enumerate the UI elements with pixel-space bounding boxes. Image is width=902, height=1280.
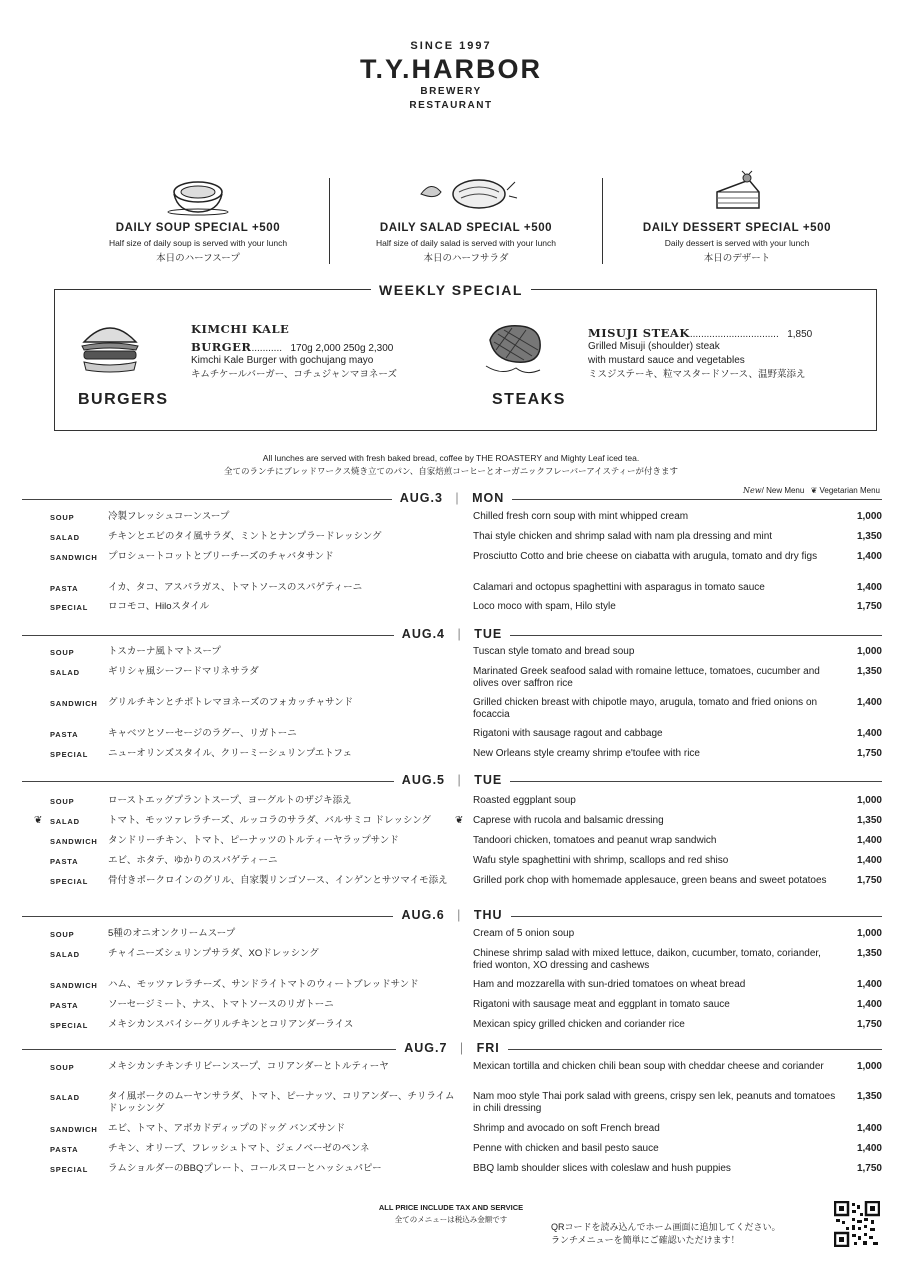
day-date: AUG.4 bbox=[398, 627, 449, 641]
menu-price: 1,400 bbox=[856, 835, 882, 846]
steak-dots: ................................ bbox=[689, 329, 779, 340]
menu-price: 1,750 bbox=[856, 1163, 882, 1174]
day-label bbox=[22, 773, 882, 787]
day-header bbox=[22, 1043, 882, 1055]
menu-category: SPECIAL bbox=[50, 1165, 89, 1174]
daily-title: DAILY DESSERT SPECIAL +500 bbox=[642, 222, 832, 234]
menu-category: PASTA bbox=[50, 584, 79, 593]
daily-soup-special bbox=[68, 168, 328, 264]
menu-category: SOUP bbox=[50, 797, 75, 806]
menu-category: SPECIAL bbox=[50, 603, 89, 612]
daily-jp: 本日のハーフサラダ bbox=[423, 253, 509, 264]
menu-item-jp: チキン、オリーブ、フレッシュトマト、ジェノベーゼのペンネ bbox=[108, 1143, 370, 1154]
menu-price: 1,000 bbox=[856, 511, 882, 522]
menu-category: PASTA bbox=[50, 730, 79, 739]
daily-desc: Half size of daily soup is served with your lunch bbox=[108, 238, 288, 248]
menu-category: SALAD bbox=[50, 950, 80, 959]
tax-note: ALL PRICE INCLUDE TAX AND SERVICE bbox=[378, 1203, 524, 1212]
qr-code[interactable] bbox=[834, 1201, 880, 1247]
burger-desc: Kimchi Kale Burger with gochujang mayo bbox=[191, 355, 374, 366]
menu-item-jp: エビ、ホタテ、ゆかりのスパゲティーニ bbox=[108, 855, 278, 866]
menu-category: SOUP bbox=[50, 1063, 75, 1072]
weekly-special-box bbox=[54, 289, 877, 431]
menu-item-en: BBQ lamb shoulder slices with coleslaw and hush puppies bbox=[473, 1163, 731, 1174]
day-of-week: FRI bbox=[473, 1041, 504, 1055]
menu-category: SANDWICH bbox=[50, 1125, 98, 1134]
menu-item-en: Calamari and octopus spaghettini with asparagus in tomato sauce bbox=[473, 582, 765, 593]
qr-note-line1: QRコードを読み込んでホーム画面に追加してください。 bbox=[551, 1222, 781, 1232]
menu-price: 1,400 bbox=[856, 697, 882, 708]
steak-desc1: Grilled Misuji (shoulder) steak bbox=[588, 341, 720, 352]
menu-item-jp: ロコモコ、Hiloスタイル bbox=[108, 601, 210, 612]
menu-category: SPECIAL bbox=[50, 877, 89, 886]
menu-item-jp: ラムショルダーのBBQプレート、コールスローとハッシュパピー bbox=[108, 1163, 382, 1174]
menu-item-en: Grilled chicken breast with chipotle mayo, arugula, tomato and fried onions on focaccia bbox=[473, 697, 818, 720]
menu-item-jp: 5種のオニオンクリームスープ bbox=[108, 928, 236, 939]
menu-item-en: Penne with chicken and basil pesto sauce bbox=[473, 1143, 659, 1154]
menu-item-en: Rigatoni with sausage meat and eggplant in tomato sauce bbox=[473, 999, 730, 1010]
weekly-special-title: WEEKLY SPECIAL bbox=[0, 282, 902, 300]
soup-bowl-icon bbox=[68, 168, 328, 218]
daily-desc: Half size of daily salad is served with your lunch bbox=[376, 238, 556, 248]
day-date: AUG.6 bbox=[397, 908, 448, 922]
menu-price: 1,750 bbox=[856, 748, 882, 759]
menu-category: PASTA bbox=[50, 857, 79, 866]
menu-item-en: Prosciutto Cotto and brie cheese on ciabatta with arugula, tomato and dry figs bbox=[473, 551, 818, 562]
menu-item-en: Chinese shrimp salad with mixed lettuce, daikon, cucumber, tomato, coriander, fried wonton, XO dressing and cashews bbox=[473, 948, 821, 971]
menu-item-en: Wafu style spaghettini with shrimp, scallops and red shiso bbox=[473, 855, 729, 866]
menu-price: 1,000 bbox=[856, 795, 882, 806]
menu-item-en: Nam moo style Thai pork salad with greens, crispy sen lek, peanuts and tomatoes in chili dressing bbox=[473, 1091, 836, 1114]
steak-jp: ミスジステーキ、粒マスタードソース、温野菜添え bbox=[588, 369, 806, 380]
day-separator: | bbox=[449, 627, 470, 641]
steak-icon bbox=[482, 320, 548, 383]
menu-item-jp: ニューオリンズスタイル、クリーミーシュリンプエトフェ bbox=[108, 748, 352, 759]
day-of-week: TUE bbox=[470, 627, 506, 641]
menu-item-en: Roasted eggplant soup bbox=[473, 795, 576, 806]
daily-dessert-special bbox=[607, 168, 867, 264]
new-menu-label: / New Menu bbox=[761, 486, 805, 495]
menu-item-en: Rigatoni with sausage ragout and cabbage bbox=[473, 728, 663, 739]
menu-price: 1,400 bbox=[856, 979, 882, 990]
menu-item-jp: トスカーナ風トマトスープ bbox=[108, 646, 221, 657]
menu-category: SALAD bbox=[50, 817, 80, 826]
daily-jp: 本日のデザート bbox=[703, 253, 771, 264]
menu-category: SANDWICH bbox=[50, 553, 98, 562]
day-separator: | bbox=[449, 773, 470, 787]
menu-category: SPECIAL bbox=[50, 1021, 89, 1030]
divider bbox=[602, 178, 603, 264]
menu-item-en: Ham and mozzarella with sun-dried tomatoes on wheat bread bbox=[473, 979, 746, 990]
menu-item-jp: グリルチキンとチポトレマヨネーズのフォカッチャサンド bbox=[108, 697, 354, 708]
menu-item-en: Mexican tortilla and chicken chili bean soup with cheddar cheese and coriander bbox=[473, 1061, 824, 1072]
menu-item-jp: メキシカンチキンチリビーンスープ、コリアンダーとトルティーヤ bbox=[108, 1061, 389, 1072]
day-label bbox=[22, 908, 882, 922]
day-separator: | bbox=[449, 908, 470, 922]
menu-price: 1,750 bbox=[856, 601, 882, 612]
salad-icon bbox=[336, 168, 596, 218]
menu-item-jp: プロシュートコットとブリーチーズのチャバタサンド bbox=[108, 551, 334, 562]
steak-name: MISUJI STEAK bbox=[588, 326, 690, 340]
qr-note-line2: ランチメニューを簡単にご確認いただけます！ bbox=[551, 1235, 740, 1245]
day-header bbox=[22, 910, 882, 922]
menu-price: 1,400 bbox=[856, 855, 882, 866]
daily-jp: 本日のハーフスープ bbox=[156, 253, 240, 264]
menu-category: SOUP bbox=[50, 513, 75, 522]
menu-item-en: Tandoori chicken, tomatoes and peanut wrap sandwich bbox=[473, 835, 717, 846]
menu-item-jp: ギリシャ風シーフードマリネサラダ bbox=[108, 666, 259, 677]
daily-title: DAILY SALAD SPECIAL +500 bbox=[379, 222, 553, 234]
day-label bbox=[22, 627, 882, 641]
steak-desc2: with mustard sauce and vegetables bbox=[588, 355, 745, 366]
cake-icon bbox=[607, 168, 867, 218]
menu-price: 1,400 bbox=[856, 551, 882, 562]
daily-title: DAILY SOUP SPECIAL +500 bbox=[115, 222, 281, 234]
menu-item-jp: 冷製フレッシュコーンスープ bbox=[108, 511, 230, 522]
menu-item-jp: タンドリーチキン、トマト、ピーナッツのトルティーヤラップサンド bbox=[108, 835, 399, 846]
menu-item-en: Cream of 5 onion soup bbox=[473, 928, 575, 939]
day-header bbox=[22, 775, 882, 787]
new-mark: New bbox=[743, 486, 762, 495]
day-of-week: MON bbox=[468, 491, 508, 505]
burger-name-line1: KIMCHI KALE bbox=[191, 322, 290, 336]
menu-item-en: Caprese with rucola and balsamic dressing bbox=[473, 815, 664, 826]
vegetarian-menu-label: Vegetarian Menu bbox=[819, 486, 880, 495]
menu-item-jp: イカ、タコ、アスパラガス、トマトソースのスパゲティーニ bbox=[108, 582, 363, 593]
menu-item-jp: トマト、モッツァレラチーズ、ルッコラのサラダ、バルサミコ ドレッシング bbox=[108, 815, 432, 826]
menu-item-jp: チキンとエビのタイ風サラダ、ミントとナンプラードレッシング bbox=[108, 531, 382, 542]
menu-item-en: Marinated Greek seafood salad with romaine lettuce, tomatoes, cucumber and olives over saffron rice bbox=[473, 666, 820, 689]
menu-price: 1,350 bbox=[856, 666, 882, 677]
menu-item-jp: ソーセージミート、ナス、トマトソースのリガトーニ bbox=[108, 999, 334, 1010]
lunch-intro bbox=[0, 452, 902, 478]
menu-item-en: Loco moco with spam, Hilo style bbox=[473, 601, 616, 612]
daily-desc: Daily dessert is served with your lunch bbox=[664, 238, 810, 248]
menu-price: 1,400 bbox=[856, 1143, 882, 1154]
menu-price: 1,400 bbox=[856, 728, 882, 739]
day-separator: | bbox=[447, 491, 468, 505]
burger-icon bbox=[78, 316, 142, 383]
burger-price: 170g 2,000 250g 2,300 bbox=[290, 343, 394, 354]
day-date: AUG.5 bbox=[398, 773, 449, 787]
qr-note bbox=[551, 1221, 781, 1247]
day-date: AUG.7 bbox=[400, 1041, 451, 1055]
menu-price: 1,400 bbox=[856, 1123, 882, 1134]
day-label bbox=[22, 491, 882, 505]
menu-price: 1,400 bbox=[856, 582, 882, 593]
menu-category: PASTA bbox=[50, 1145, 79, 1154]
logo-since: SINCE 1997 bbox=[410, 40, 492, 52]
burger-jp: キムチケールバーガー、コチュジャンマヨネーズ bbox=[191, 369, 397, 380]
menu-price: 1,000 bbox=[856, 1061, 882, 1072]
vegetarian-leaf-icon: ❦ bbox=[455, 815, 464, 826]
burger-dots: ........... bbox=[251, 343, 283, 354]
vegetarian-leaf-icon: ❦ bbox=[34, 815, 43, 826]
menu-category: SALAD bbox=[50, 533, 80, 542]
day-of-week: THU bbox=[470, 908, 507, 922]
menu-item-en: New Orleans style creamy shrimp e'toufee with rice bbox=[473, 748, 700, 759]
menu-item-jp: 骨付きポークロインのグリル、自家製リンゴソース、インゲンとサツマイモ添え bbox=[108, 875, 448, 886]
menu-item-jp: タイ風ポークのムーヤンサラダ、トマト、ピーナッツ、コリアンダー、チリライムドレッシング bbox=[108, 1091, 455, 1114]
day-separator: | bbox=[451, 1041, 472, 1055]
steak-price: 1,850 bbox=[787, 329, 813, 340]
menu-price: 1,750 bbox=[856, 1019, 882, 1030]
menu-price: 1,350 bbox=[856, 815, 882, 826]
steaks-category: STEAKS bbox=[492, 391, 566, 408]
menu-price: 1,400 bbox=[856, 999, 882, 1010]
menu-item-jp: キャベツとソーセージのラグー、リガトーニ bbox=[108, 728, 297, 739]
menu-item-jp: エビ、トマト、アボカドディップのドッグ バンズサンド bbox=[108, 1123, 346, 1134]
burgers-category: BURGERS bbox=[78, 391, 169, 408]
menu-price: 1,000 bbox=[856, 646, 882, 657]
menu-price: 1,750 bbox=[856, 875, 882, 886]
menu-category: SANDWICH bbox=[50, 837, 98, 846]
menu-item-en: Shrimp and avocado on soft French bread bbox=[473, 1123, 660, 1134]
menu-category: SOUP bbox=[50, 648, 75, 657]
intro-en: All lunches are served with fresh baked bread, coffee by THE ROASTERY and Mighty Leaf iced tea. bbox=[262, 453, 640, 463]
menu-price: 1,350 bbox=[856, 1091, 882, 1102]
logo-line1: BREWERY bbox=[420, 86, 482, 97]
menu-price: 1,000 bbox=[856, 928, 882, 939]
menu-category: SALAD bbox=[50, 668, 80, 677]
day-date: AUG.3 bbox=[396, 491, 447, 505]
day-of-week: TUE bbox=[470, 773, 506, 787]
menu-item-en: Chilled fresh corn soup with mint whipped cream bbox=[473, 511, 689, 522]
tax-note-jp: 全てのメニューは税込み金額です bbox=[394, 1215, 508, 1224]
burger-name-line2: BURGER bbox=[191, 340, 252, 354]
menu-item-jp: メキシカンスパイシーグリルチキンとコリアンダーライス bbox=[108, 1019, 354, 1030]
day-header bbox=[22, 629, 882, 641]
day-label bbox=[22, 1041, 882, 1055]
logo-brand: T.Y.HARBOR bbox=[359, 54, 542, 84]
menu-price: 1,350 bbox=[856, 531, 882, 542]
menu-category: SANDWICH bbox=[50, 699, 98, 708]
menu-item-jp: ローストエッグプラントスープ、ヨーグルトのザジキ添え bbox=[108, 795, 352, 806]
menu-item-en: Grilled pork chop with homemade applesauce, green beans and sweet potatoes bbox=[473, 875, 827, 886]
logo-line2: RESTAURANT bbox=[409, 100, 493, 111]
divider bbox=[329, 178, 330, 264]
menu-category: PASTA bbox=[50, 1001, 79, 1010]
menu-category: SPECIAL bbox=[50, 750, 89, 759]
intro-jp: 全てのランチにブレッドワークス焼き立てのパン、自家焙煎コーヒーとオーガニックフレーバーアイスティーが付きます bbox=[223, 466, 679, 476]
menu-item-en: Mexican spicy grilled chicken and coriander rice bbox=[473, 1019, 685, 1030]
menu-category: SALAD bbox=[50, 1093, 80, 1102]
day-header bbox=[22, 493, 882, 505]
menu-category: SOUP bbox=[50, 930, 75, 939]
daily-salad-special bbox=[336, 168, 596, 264]
menu-item-en: Thai style chicken and shrimp salad with nam pla dressing and mint bbox=[473, 531, 773, 542]
restaurant-logo bbox=[0, 40, 902, 113]
menu-price: 1,350 bbox=[856, 948, 882, 959]
menu-category: SANDWICH bbox=[50, 981, 98, 990]
menu-item-jp: チャイニーズシュリンプサラダ、XOドレッシング bbox=[108, 948, 319, 959]
menu-item-jp: ハム、モッツァレラチーズ、サンドライトマトのウィートブレッドサンド bbox=[108, 979, 419, 990]
vegetarian-leaf-icon: ❦ bbox=[810, 486, 818, 495]
menu-item-en: Tuscan style tomato and bread soup bbox=[473, 646, 635, 657]
